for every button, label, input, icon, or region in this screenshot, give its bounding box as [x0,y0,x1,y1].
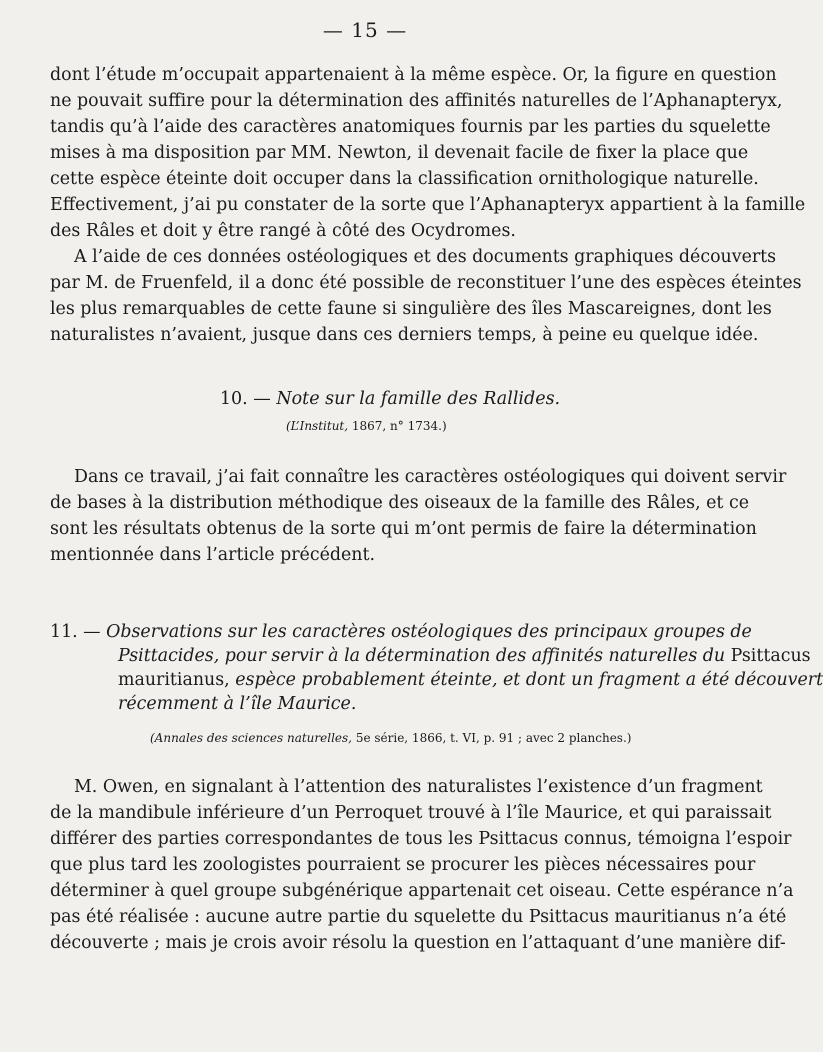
section-11-line: M. Owen, en signalant à l’attention des naturalistes l’existence d’un fragment [74,777,763,797]
section-11-reference [150,730,631,746]
para2-line: naturalistes n’avaient, jusque dans ces derniers temps, à peine eu quelque idée. [50,325,759,345]
section-10-line: de bases à la distribution méthodique des oiseaux de la famille des Râles, et ce [50,493,749,513]
section-10-line: mentionnée dans l’article précédent. [50,545,376,565]
section-11-line: découverte ; mais je crois avoir résolu la question en l’attaquant d’une manière dif- [50,933,786,953]
section-11-heading-line: récemment à l’île Maurice. [118,694,357,714]
section-11-line: que plus tard les zoologistes pourraient se procurer les pièces nécessaires pour [50,855,756,875]
section-11-title-part: Psittacides, pour servir à la détermination des affinités naturelles du [118,646,731,666]
intro-line: des Râles et doit y être rangé à côté des Ocydromes. [50,221,516,241]
section-11-title-part: Psittacus [730,646,811,666]
section-10-ref-source: (L’Institut, [286,419,349,433]
section-11-title-part: Observations sur les caractères ostéologiques des principaux groupes de [106,622,752,642]
section-10-ref-rest: 1867, n° 1734.) [348,419,447,433]
section-11-line: différer des parties correspondantes de tous les Psittacus connus, témoigna l’espoir [50,829,792,849]
section-11-heading-line [118,644,811,668]
section-11-heading-line [118,668,823,692]
section-11-line: pas été réalisée : aucune autre partie du squelette du Psittacus mauritianus n’a été [50,907,787,927]
intro-line: Effectivement, j’ai pu constater de la sorte que l’Aphanapteryx appartient à la famille [50,195,806,215]
intro-line: dont l’étude m’occupait appartenaient à la même espèce. Or, la figure en question [50,65,777,85]
section-11-heading-line [50,620,752,644]
para2-line: A l’aide de ces données ostéologiques et des documents graphiques découverts [74,247,777,267]
section-11-title-part: mauritianus, [118,670,236,690]
section-11-line: de la mandibule inférieure d’un Perroquet trouvé à l’île Maurice, et qui paraissait [50,803,772,823]
para2-line: les plus remarquables de cette faune si singulière des îles Mascareignes, dont les [50,299,772,319]
page-number: — 15 — [322,18,408,42]
section-11-ref-source: (Annales des sciences naturelles, [150,731,352,745]
section-10-title: Note sur la famille des Rallides. [276,389,561,409]
section-11-ref-rest: 5e série, 1866, t. VI, p. 91 ; avec 2 planches.) [352,731,632,745]
section-10-line: Dans ce travail, j’ai fait connaître les caractères ostéologiques qui doivent servir [74,467,787,487]
section-11-line: déterminer à quel groupe subgénérique appartenait cet oiseau. Cette espérance n’a [50,881,794,901]
section-10-reference [286,418,447,434]
section-10-number: 10. — [219,389,277,409]
intro-line: mises à ma disposition par MM. Newton, il devenait facile de fixer la place que [50,143,749,163]
section-11-number: 11. — [50,622,107,642]
section-11-title-part: espèce probablement éteinte, et dont un fragment a été découvert [235,670,823,690]
para2-line: par M. de Fruenfeld, il a donc été possible de reconstituer l’une des espèces éteintes [50,273,802,293]
section-10-line: sont les résultats obtenus de la sorte qui m’ont permis de faire la détermination [50,519,757,539]
intro-line: tandis qu’à l’aide des caractères anatomiques fournis par les parties du squelette [50,117,771,137]
intro-line: ne pouvait suffire pour la détermination des affinités naturelles de l’Aphanapteryx, [50,91,783,111]
section-10-heading [0,386,780,412]
intro-line: cette espèce éteinte doit occuper dans la classification ornithologique naturelle. [50,169,759,189]
